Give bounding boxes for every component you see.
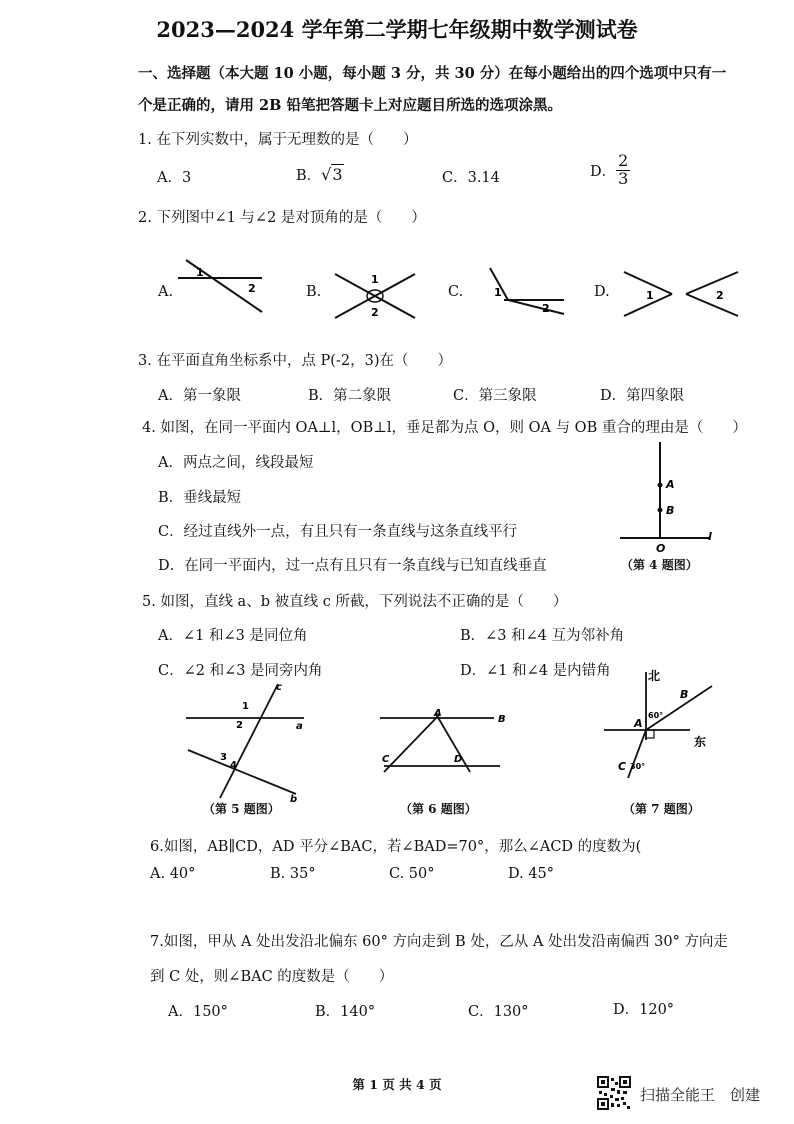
svg-text:2: 2: [542, 302, 550, 315]
q1-option-c: C．3.14: [442, 170, 500, 186]
q5-stem: 5. 如图，直线 a、b 被直线 c 所截，下列说法不正确的是（ ）: [142, 594, 568, 610]
q6-option-b: B. 35°: [270, 866, 316, 882]
q2-figure-c: [464, 262, 574, 322]
svg-text:B: B: [666, 504, 675, 517]
q6-stem: 6.如图，AB∥CD，AD 平分∠BAC，若∠BAD=70°，那么∠ACD 的度数为(: [150, 839, 642, 855]
q1-option-d: [590, 153, 630, 188]
q5-option-b: B．∠3 和∠4 互为邻补角: [460, 628, 625, 644]
q3-option-a: A．第一象限: [158, 388, 241, 404]
q3-option-c: C．第三象限: [453, 388, 537, 404]
scanner-watermark: 扫描全能王 创建: [640, 1086, 761, 1104]
fig7-angle-60-label: 60°: [648, 711, 664, 720]
q2-figure-d: [620, 266, 744, 326]
q5-option-d: D．∠1 和∠4 是内错角: [460, 663, 611, 679]
svg-text:C: C: [382, 754, 390, 765]
svg-text:3: 3: [220, 752, 227, 763]
fig7-angle-30-label: 30°: [630, 762, 646, 771]
svg-text:1: 1: [494, 286, 502, 299]
q1-option-b: [296, 164, 344, 185]
q1-option-b-radicand: 3: [332, 165, 343, 184]
q5-option-a: A．∠1 和∠3 是同位角: [158, 628, 308, 644]
q3-stem: 3. 在平面直角坐标系中，点 P(-2，3)在（ ）: [138, 353, 452, 369]
q7-stem-line1: 7.如图，甲从 A 处出发沿北偏东 60° 方向走到 B 处，乙从 A 处出发沿南偏西 30° 方向走: [150, 934, 728, 950]
svg-text:c: c: [276, 682, 282, 693]
page-number: 第 1 页 共 4 页: [352, 1077, 442, 1092]
svg-text:1: 1: [196, 266, 204, 279]
fig5-caption: （第 5 题图）: [203, 802, 280, 816]
svg-text:A: A: [666, 478, 675, 491]
svg-text:2: 2: [236, 720, 243, 731]
section-instructions-line1: 一、选择题（本大题 10 小题，每小题 3 分，共 30 分）在每小题给出的四个选项中只有一: [138, 65, 727, 82]
svg-text:D: D: [454, 754, 463, 765]
page-title: 2023—2024 学年第二学期七年级期中数学测试卷: [156, 17, 638, 42]
q4-figure: [612, 440, 722, 555]
q2-stem: 2. 下列图中∠1 与∠2 是对顶角的是（ ）: [138, 210, 426, 226]
fig5-diagram: [180, 680, 310, 804]
svg-text:2: 2: [716, 289, 724, 302]
q7-stem-line2: 到 C 处，则∠BAC 的度数是（ ）: [150, 969, 394, 985]
q1-option-d-numerator: 2: [618, 151, 629, 170]
q2-option-a: A.: [158, 284, 174, 300]
svg-text:O: O: [656, 542, 666, 555]
svg-text:b: b: [290, 794, 298, 804]
q5-option-c: C．∠2 和∠3 是同旁内角: [158, 663, 323, 679]
svg-text:2: 2: [248, 282, 256, 295]
svg-text:l: l: [708, 530, 712, 543]
q1-option-b-prefix: B．: [296, 168, 322, 184]
svg-text:4: 4: [230, 760, 237, 771]
q1-stem: 1. 在下列实数中，属于无理数的是（ ）: [138, 132, 418, 148]
fig7-east-label: 东: [694, 735, 707, 749]
q7-option-c: C．130°: [468, 1004, 529, 1020]
q4-option-d: D．在同一平面内，过一点有且只有一条直线与已知直线垂直: [158, 558, 547, 574]
q7-option-d: D．120°: [613, 1002, 675, 1018]
qr-code-icon: [597, 1076, 631, 1110]
q6-option-a: A. 40°: [150, 866, 196, 882]
q2-option-b: B.: [306, 284, 322, 300]
svg-text:A: A: [434, 708, 442, 719]
fig6-diagram: [378, 704, 508, 774]
q2-option-d: D.: [594, 284, 610, 300]
sqrt-symbol: √3: [321, 165, 343, 184]
q7-option-a: A．150°: [168, 1004, 228, 1020]
svg-text:1: 1: [371, 273, 379, 286]
q4-option-b: B．垂线最短: [158, 490, 242, 506]
svg-text:B: B: [680, 688, 689, 701]
svg-text:B: B: [498, 714, 506, 725]
svg-text:1: 1: [646, 289, 654, 302]
q1-option-d-denominator: 3: [618, 168, 629, 188]
q4-option-a: A．两点之间，线段最短: [158, 455, 314, 471]
q2-figure-b: [325, 266, 425, 326]
q3-option-d: D．第四象限: [600, 388, 685, 404]
q1-option-d-prefix: D．: [590, 163, 617, 180]
q7-option-b: B．140°: [315, 1004, 376, 1020]
q2-option-c: C.: [448, 284, 464, 300]
fig7-north-label: 北: [648, 669, 661, 683]
section-instructions-line2: 个是正确的，请用 2B 铅笔把答题卡上对应题目所选的选项涂黑。: [138, 97, 562, 114]
svg-text:A: A: [634, 717, 643, 730]
q4-figure-caption: （第 4 题图）: [621, 558, 698, 572]
fraction: [616, 153, 630, 188]
q3-option-b: B．第二象限: [308, 388, 392, 404]
svg-text:a: a: [296, 721, 303, 732]
q1-option-a: A．3: [157, 170, 192, 186]
q6-option-d: D. 45°: [508, 866, 555, 882]
q2-figure-a: [170, 256, 270, 316]
fig7-caption: （第 7 题图）: [623, 802, 700, 816]
svg-text:1: 1: [242, 701, 249, 712]
svg-text:2: 2: [371, 306, 379, 319]
q4-stem: 4. 如图，在同一平面内 OA⊥l，OB⊥l，垂足都为点 O，则 OA 与 OB 重合的理由是（ ）: [142, 420, 747, 436]
q6-option-c: C. 50°: [389, 866, 435, 882]
svg-text:C: C: [618, 760, 627, 773]
q4-option-c: C．经过直线外一点，有且只有一条直线与这条直线平行: [158, 524, 518, 540]
fig7-diagram: [600, 666, 740, 788]
fig6-caption: （第 6 题图）: [400, 802, 477, 816]
